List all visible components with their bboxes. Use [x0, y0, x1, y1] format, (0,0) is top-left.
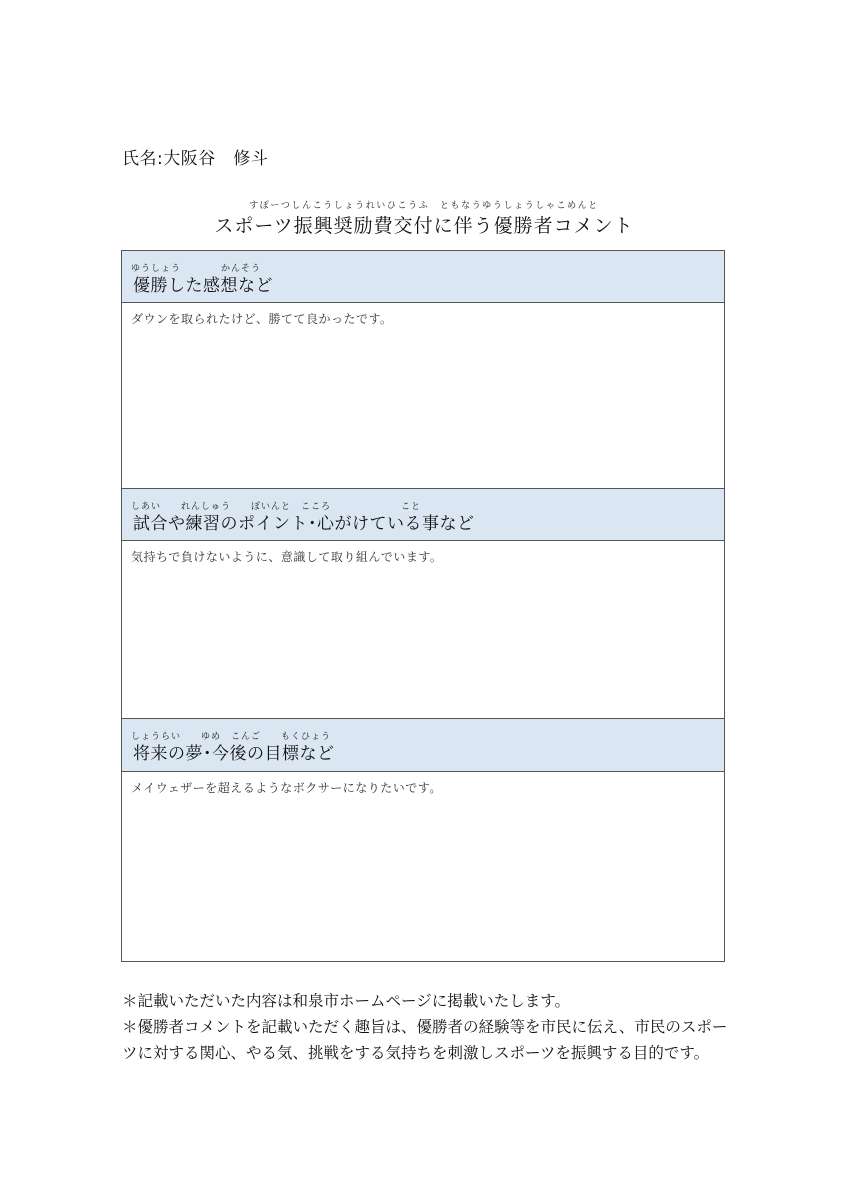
comment-sheet	[121, 250, 725, 962]
section-heading-label: 将来の夢･今後の目標など	[133, 744, 335, 764]
document-title	[0, 198, 848, 238]
section-heading-impressions	[122, 251, 724, 303]
section-heading-ruby: しあい れんしゅう ぽいんと こころ こと	[131, 502, 422, 512]
section-answer-practice: 気持ちで負けないように、意識して取り組んでいます。	[122, 541, 724, 719]
title-text: スポーツ振興奨励費交付に伴う優勝者コメント	[214, 215, 634, 237]
section-answer-impressions: ダウンを取られたけど、勝てて良かったです。	[122, 303, 724, 489]
footnote: ＊優勝者コメントを記載いただく趣旨は、優勝者の経験等を市民に伝え、市民のスポーツに対する関心、やる気、挑戦をする気持ちを刺激しスポーツを振興する目的です。	[122, 1018, 728, 1062]
section-answer-future: メイウェザーを超えるようなボクサーになりたいです。	[131, 781, 442, 795]
section-heading-ruby: しょうらい ゆめ こんご もくひょう	[131, 732, 332, 742]
footnote: ＊記載いただいた内容は和泉市ホームページに掲載いたします。	[122, 992, 570, 1010]
section-heading-label: 優勝した感想など	[133, 276, 273, 296]
section-heading-practice	[122, 489, 724, 541]
title-ruby: すぽーつしんこうしょうれいひこうふ ともなうゆうしょうしゃこめんと	[249, 201, 599, 211]
footnotes	[122, 988, 732, 1066]
section-heading-future	[122, 719, 724, 772]
applicant-name: 氏名:大阪谷 修斗	[122, 149, 269, 169]
section-heading-ruby: ゆうしょう かんそう	[131, 264, 262, 274]
section-heading-label: 試合や練習のポイント･心がけている事など	[133, 514, 475, 534]
